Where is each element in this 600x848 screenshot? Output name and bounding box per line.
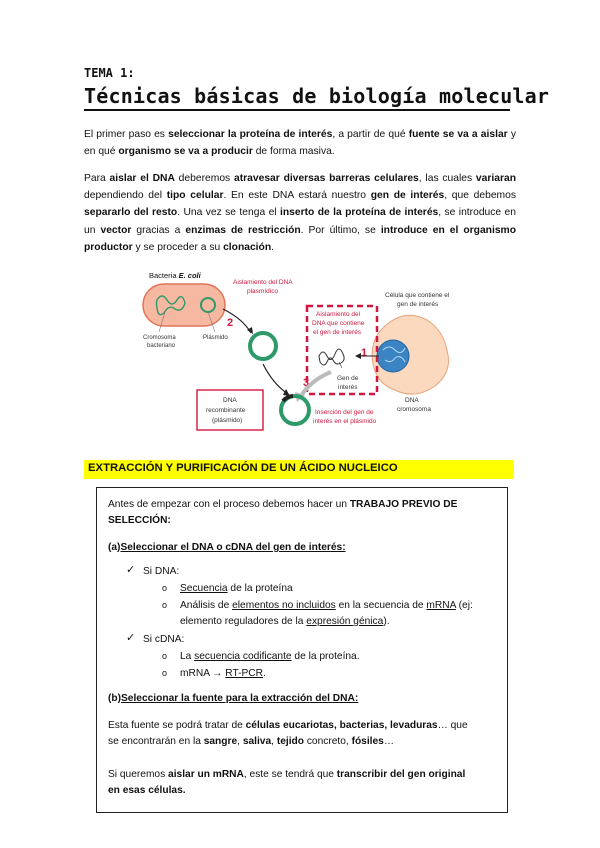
text-run: aislar el DNA (109, 173, 175, 184)
topic-label: TEMA 1: (84, 66, 135, 80)
cloning-diagram (135, 264, 475, 436)
intro-paragraph-1 (84, 126, 516, 160)
text-run: células eucariotas, bacterias, levaduras (245, 720, 438, 731)
gene-label: Gen de (337, 375, 359, 382)
svg-text:interés en el plásmido: interés en el plásmido (313, 418, 377, 425)
text-run: aislar un mRNA (168, 769, 244, 780)
text-run: dependiendo del (84, 190, 167, 202)
text-run: concreto, (303, 736, 352, 747)
text-run: transcribir del gen original (336, 769, 466, 780)
text-run: deberemos (174, 173, 234, 184)
dna-item-2: Análisis de elementos no incluidos en la secuencia de mRNA (ej: elemento reguladores de la expresión génica). (180, 600, 473, 627)
text-run: atravesar diversas barreras celulares (233, 173, 419, 184)
text-run: , (237, 736, 243, 747)
text-run: de forma masiva. (252, 146, 335, 158)
text-run: tejido (276, 736, 304, 747)
svg-text:DNA que contiene: DNA que contiene (312, 320, 365, 327)
text-run: enzimas de restricción (185, 224, 301, 236)
dna-chromosome-label: DNA (405, 397, 419, 404)
svg-text:el gen de interés: el gen de interés (313, 329, 362, 336)
box-intro: Antes de empezar con el proceso debemos hacer un TRABAJO PREVIO DE SELECCIÓN: (108, 499, 458, 526)
section-b-heading: (b)Seleccionar la fuente para la extracción del DNA: (108, 693, 359, 704)
bacteria-label: Bacteria E. coli (149, 271, 201, 280)
cdna-item-1: La secuencia codificante de la proteína. (180, 651, 360, 662)
text-run: gracias a (131, 224, 186, 236)
text-run: , que debemos (444, 190, 516, 202)
bullet-icon: o (162, 583, 168, 593)
step-2: 2 (227, 317, 234, 329)
svg-text:interés: interés (338, 384, 358, 391)
text-run: El primer paso es (84, 129, 169, 140)
check-icon: ✓ (126, 564, 136, 576)
text-run: . (271, 241, 274, 253)
cell-label: Célula que contiene el (385, 292, 450, 299)
cell-nucleus (377, 340, 409, 372)
text-run: , a partir de qué (332, 129, 409, 140)
svg-text:gen de interés: gen de interés (397, 301, 439, 308)
svg-text:(plásmido): (plásmido) (212, 417, 243, 424)
text-run: , (271, 736, 277, 747)
bullet-icon: o (162, 668, 168, 678)
text-run: y en qué (84, 129, 516, 158)
text-run: … (383, 736, 395, 747)
text-run: se encontrarán en la (108, 736, 204, 747)
gene-isolation-label: Aislamiento del (316, 311, 361, 318)
insertion-label: Inserción del gen de (315, 409, 374, 416)
recombinant-label: DNA (223, 397, 237, 404)
text-run: . Una vez se tenga el (177, 207, 280, 219)
text-run: Si queremos (108, 769, 169, 780)
text-run: clonación (223, 241, 272, 253)
text-run: Esta fuente se podrá tratar de (108, 720, 246, 731)
text-run: fósiles (351, 736, 384, 747)
intro-paragraph-2 (84, 170, 516, 256)
dna-title: Si DNA: (143, 566, 180, 577)
text-run: seleccionar la proteína de interés (168, 129, 333, 140)
svg-text:plasmídico: plasmídico (247, 288, 279, 295)
text-run: tipo celular (166, 190, 224, 202)
svg-text:cromosoma: cromosoma (397, 406, 431, 413)
text-run: sangre (203, 736, 238, 747)
gene-of-interest (319, 349, 344, 365)
step-3: 3 (303, 377, 310, 389)
step-1: 1 (361, 347, 368, 359)
arrow-to-recombinant (263, 364, 288, 394)
chromosome-label-2: bacteriano (147, 343, 176, 349)
source-paragraph (108, 718, 496, 750)
text-run: saliva (242, 736, 272, 747)
plasmid-isolation-label: Aislamiento del DNA (233, 279, 293, 286)
section-a-heading: (a)Seleccionar el DNA o cDNA del gen de interés: (108, 542, 346, 553)
text-run: fuente se va a aislar (408, 129, 508, 140)
cdna-item-2: mRNA → RT-PCR. (180, 668, 266, 679)
text-run: separarlo del resto (84, 207, 178, 219)
text-run: … que (437, 720, 468, 731)
plasmid-label: Plásmido (203, 335, 228, 341)
title-underline (84, 109, 510, 111)
text-run: . En este DNA estará nuestro (223, 190, 371, 202)
text-run: Para (84, 173, 110, 184)
text-run: en esas células. (108, 785, 186, 796)
text-run: , este se tendrá que (243, 769, 337, 780)
text-run: , las cuales (418, 173, 476, 184)
dna-item-1: Secuencia de la proteína (180, 583, 293, 594)
svg-text:recombinante: recombinante (206, 407, 246, 414)
text-run: organismo se va a producir (118, 146, 253, 158)
chromosome-label: Cromosoma (143, 335, 176, 341)
isolated-plasmid (250, 333, 276, 359)
text-run: y se proceder a su (132, 241, 224, 253)
mrna-paragraph (108, 767, 496, 799)
text-run: introduce en el organismo productor (84, 224, 516, 253)
page-title: Técnicas básicas de biología molecular (84, 84, 550, 108)
text-run: vector (100, 224, 132, 236)
bullet-icon: o (162, 651, 168, 661)
text-run: , se introduce en un (84, 207, 516, 236)
text-run: . Por último, se (300, 224, 381, 236)
text-run: inserto de la proteína de interés (279, 207, 439, 219)
cdna-title: Si cDNA: (143, 634, 185, 645)
bullet-icon: o (162, 600, 168, 610)
text-run: variaran (475, 173, 516, 184)
text-run: gen de interés (370, 190, 445, 202)
check-icon: ✓ (126, 632, 136, 644)
section-title: EXTRACCIÓN Y PURIFICACIÓN DE UN ÁCIDO NUCLEICO (88, 462, 398, 474)
